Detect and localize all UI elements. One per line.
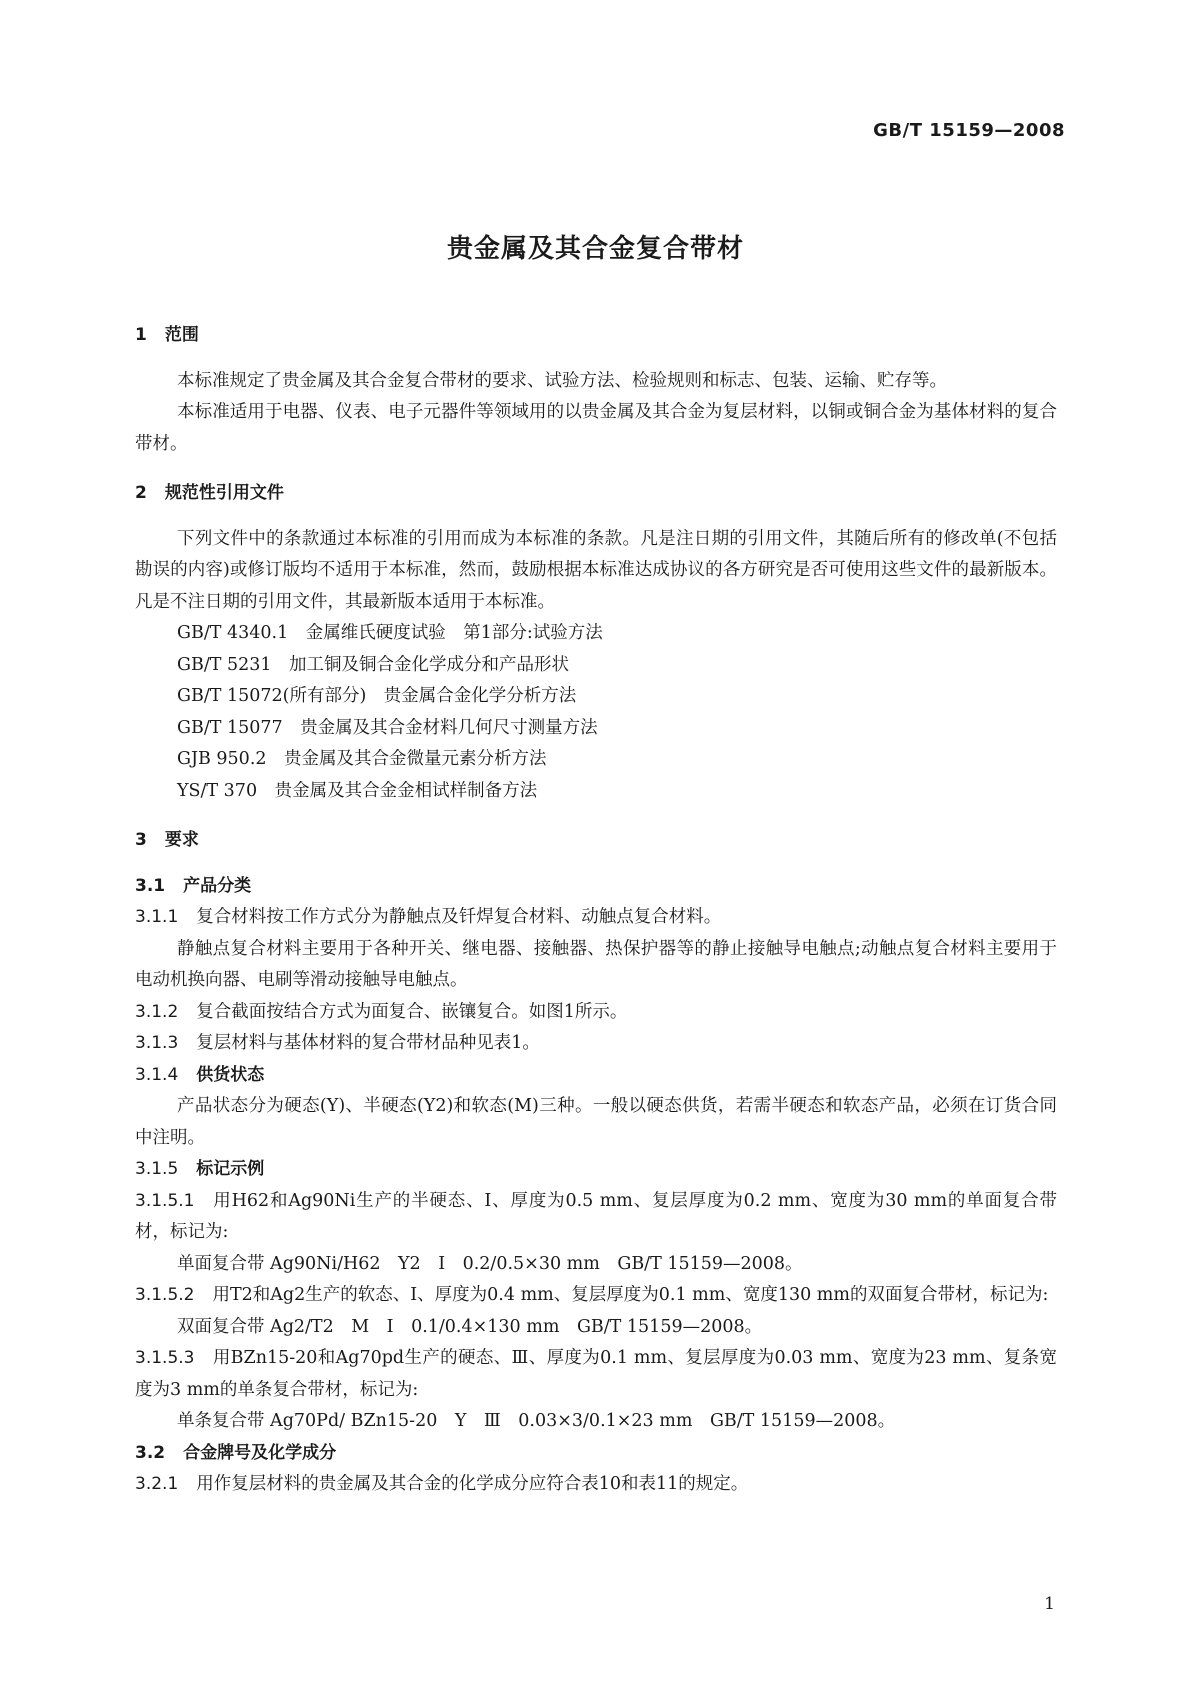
- document-title: 贵金属及其合金复合带材: [446, 234, 744, 264]
- marking-example: 单面复合带 Ag90Ni/H62 Y2 Ⅰ 0.2/0.5×30 mm GB/T 15159—2008。: [177, 1253, 803, 1274]
- reference-item: GB/T 4340.1 金属维氏硬度试验 第1部分:试验方法: [177, 623, 603, 643]
- marking-example: 双面复合带 Ag2/T2 M Ⅰ 0.1/0.4×130 mm GB/T 15159—2008。: [177, 1316, 763, 1337]
- section-heading-3: 3 要求: [135, 830, 199, 850]
- paragraph: 产品状态分为硬态(Y)、半硬态(Y2)和软态(M)三种。一般以硬态供货，若需半硬态和软态产品，必须在订货合同中注明。: [135, 1096, 1057, 1148]
- reference-item: GJB 950.2 贵金属及其合金微量元素分析方法: [177, 749, 547, 769]
- paragraph: 下列文件中的条款通过本标准的引用而成为本标准的条款。凡是注日期的引用文件，其随后所有的修改单(不包括勘误的内容)或修订版均不适用于本标准，然而，鼓励根据本标准达成协议的各方研究是否可使用这些文件的最新版本。凡是不注日期的引用文件，其最新版本适用于本标准。: [135, 528, 1057, 612]
- standard-number: GB/T 15159—2008: [873, 120, 1065, 141]
- paragraph: 静触点复合材料主要用于各种开关、继电器、接触器、热保护器等的静止接触导电触点;动触点复合材料主要用于电动机换向器、电刷等滑动接触导电触点。: [135, 938, 1057, 990]
- subsection-heading: 3.1.5 标记示例: [135, 1159, 265, 1179]
- reference-item: GB/T 15072(所有部分) 贵金属合金化学分析方法: [177, 686, 577, 706]
- clause: 3.2.1 用作复层材料的贵金属及其合金的化学成分应符合表10和表11的规定。: [135, 1474, 749, 1494]
- subsection-heading: 3.2 合金牌号及化学成分: [135, 1442, 337, 1463]
- page-number: 1: [1044, 1594, 1055, 1614]
- clause: 3.1.3 复层材料与基体材料的复合带材品种见表1。: [135, 1033, 540, 1053]
- paragraph: 本标准适用于电器、仪表、电子元器件等领域用的以贵金属及其合金为复层材料，以铜或铜合金为基体材料的复合带材。: [135, 402, 1057, 454]
- reference-item: GB/T 15077 贵金属及其合金材料几何尺寸测量方法: [177, 717, 598, 738]
- clause: 3.1.2 复合截面按结合方式为面复合、嵌镶复合。如图1所示。: [135, 1001, 628, 1022]
- section-heading-2: 2 规范性引用文件: [135, 483, 284, 503]
- clause: 3.1.5.2 用T2和Ag2生产的软态、Ⅰ、厚度为0.4 mm、复层厚度为0.1 mm、宽度130 mm的双面复合带材，标记为:: [135, 1285, 1049, 1305]
- reference-item: YS/T 370 贵金属及其合金金相试样制备方法: [177, 780, 538, 801]
- subsection-heading: 3.1.4 供货状态: [135, 1064, 265, 1085]
- clause: 3.1.5.1 用H62和Ag90Ni生产的半硬态、Ⅰ、厚度为0.5 mm、复层厚度为0.2 mm、宽度为30 mm的单面复合带材，标记为:: [135, 1190, 1057, 1242]
- document-body: [135, 320, 1057, 1501]
- section-heading-1: 1 范围: [135, 325, 199, 345]
- subsection-heading: 3.1 产品分类: [135, 875, 252, 896]
- clause: 3.1.1 复合材料按工作方式分为静触点及钎焊复合材料、动触点复合材料。: [135, 907, 722, 927]
- clause: 3.1.5.3 用BZn15-20和Ag70pd生产的硬态、Ⅲ、厚度为0.1 mm、复层厚度为0.03 mm、宽度为23 mm、复条宽度为3 mm的单条复合带材，标记为:: [135, 1348, 1057, 1400]
- marking-example: 单条复合带 Ag70Pd/ BZn15-20 Y Ⅲ 0.03×3/0.1×23 mm GB/T 15159—2008。: [177, 1411, 896, 1431]
- paragraph: 本标准规定了贵金属及其合金复合带材的要求、试验方法、检验规则和标志、包装、运输、贮存等。: [177, 370, 947, 391]
- reference-item: GB/T 5231 加工铜及铜合金化学成分和产品形状: [177, 654, 570, 675]
